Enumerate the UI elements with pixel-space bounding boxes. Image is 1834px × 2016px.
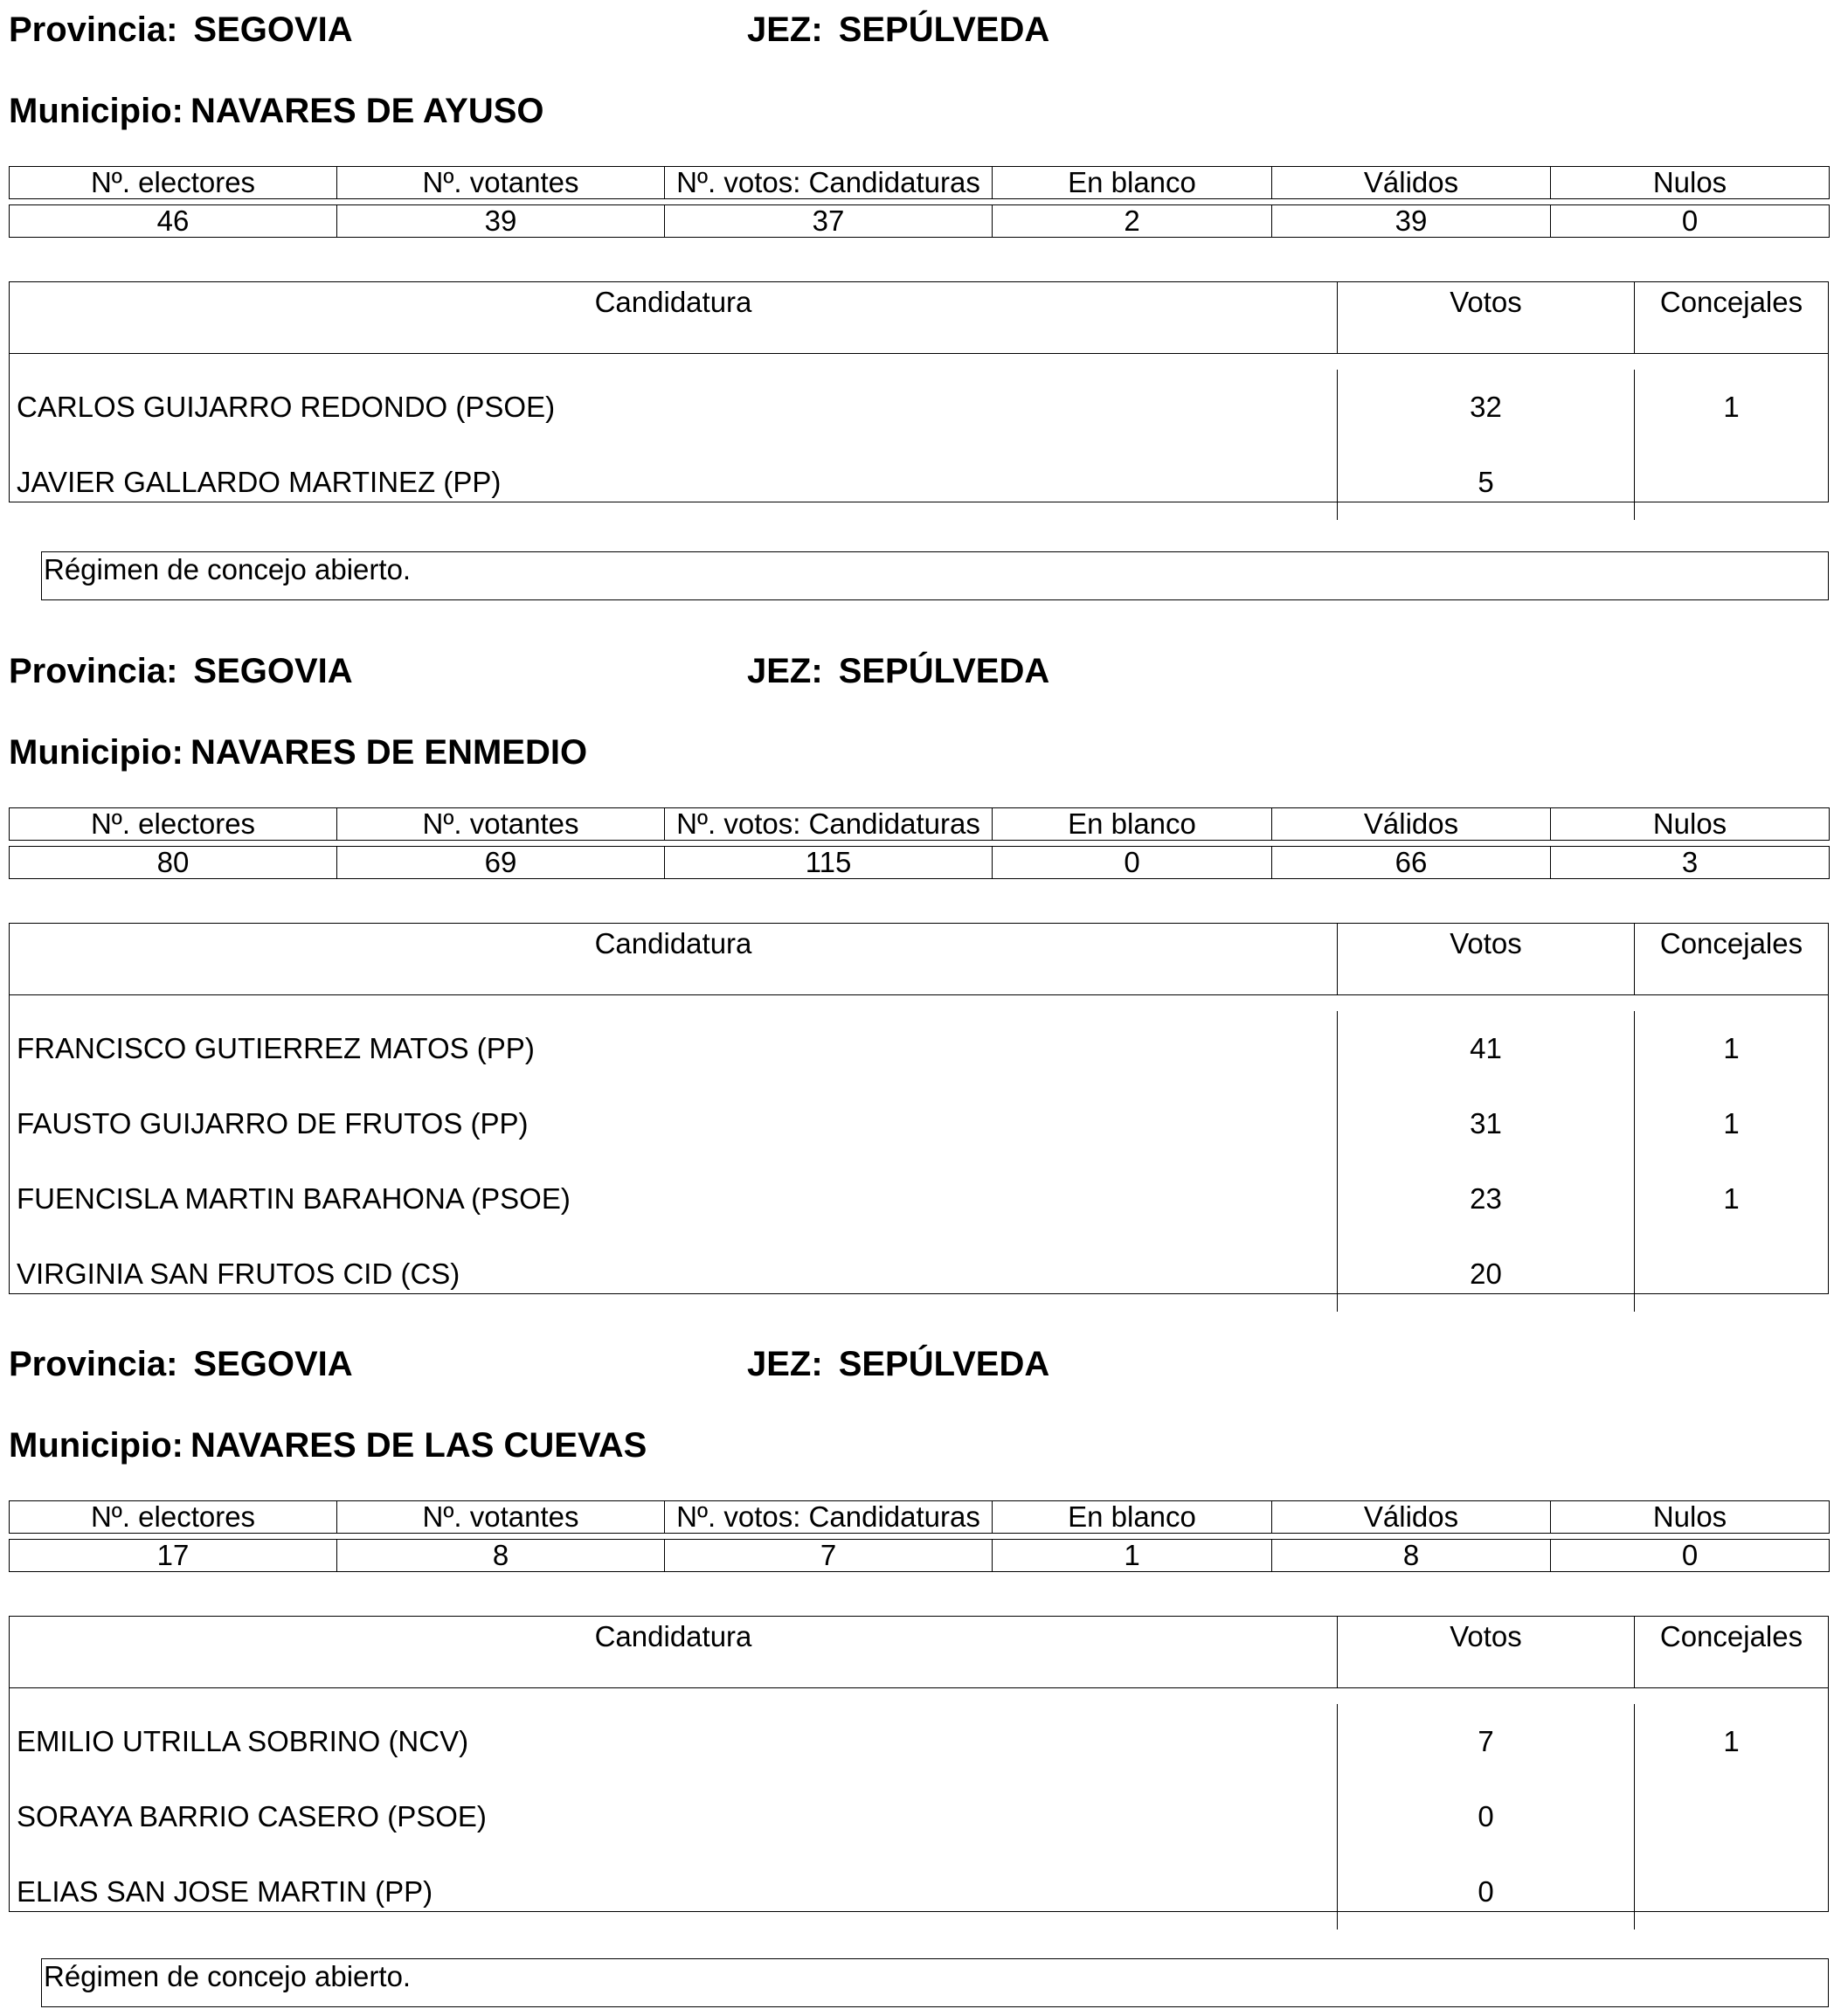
value-en-blanco: 1 [993, 1540, 1272, 1572]
municipio-value: NAVARES DE LAS CUEVAS [190, 1426, 647, 1465]
municipio-value: NAVARES DE AYUSO [190, 92, 544, 130]
candidate-name: CARLOS GUIJARRO REDONDO (PSOE) [10, 370, 1338, 445]
candidates-table [9, 281, 1829, 502]
header-candidatura: Candidatura [10, 282, 1338, 353]
candidate-row [10, 1704, 1828, 1779]
provincia-heading: Provincia: SEGOVIA [9, 1345, 353, 1383]
value-votos-candidaturas: 115 [665, 847, 993, 879]
municipio-heading: Municipio: NAVARES DE ENMEDIO [9, 733, 588, 772]
value-electores: 80 [10, 847, 337, 879]
value-en-blanco: 2 [993, 205, 1272, 238]
jez-heading: JEZ: SEPÚLVEDA [747, 1345, 1050, 1383]
header-concejales: Concejales [1659, 1620, 1803, 1652]
header-candidatura: Candidatura [10, 1617, 1338, 1687]
jez-value: SEPÚLVEDA [838, 1345, 1050, 1383]
summary-header-row [10, 167, 1830, 199]
jez-heading: JEZ: SEPÚLVEDA [747, 10, 1050, 49]
candidate-name: ELIAS SAN JOSE MARTIN (PP) [10, 1854, 1338, 1929]
header-votos: Votos [1338, 924, 1635, 994]
candidate-concejales: 1 [1723, 391, 1740, 423]
header-en-blanco: En blanco [993, 1501, 1272, 1534]
candidates-table [9, 1616, 1829, 1912]
note-box: Régimen de concejo abierto. [41, 1958, 1829, 2007]
value-votos-candidaturas: 7 [665, 1540, 993, 1572]
candidate-name: SORAYA BARRIO CASERO (PSOE) [10, 1779, 1338, 1854]
candidate-row [10, 445, 1828, 520]
header-en-blanco: En blanco [993, 167, 1272, 199]
header-electores: Nº. electores [10, 808, 337, 841]
candidate-votos: 7 [1338, 1704, 1635, 1779]
candidate-votos: 41 [1338, 1011, 1635, 1086]
header-votantes: Nº. votantes [337, 167, 665, 199]
candidate-votos: 23 [1338, 1161, 1635, 1237]
header-votos: Votos [1338, 282, 1635, 353]
candidate-votos: 0 [1338, 1779, 1635, 1854]
header-en-blanco: En blanco [993, 808, 1272, 841]
provincia-value: SEGOVIA [193, 652, 353, 690]
candidate-row [10, 1161, 1828, 1237]
candidate-concejales: 1 [1723, 1107, 1740, 1140]
jez-value: SEPÚLVEDA [838, 652, 1050, 690]
candidate-name: FUENCISLA MARTIN BARAHONA (PSOE) [10, 1161, 1338, 1237]
value-electores: 46 [10, 205, 337, 238]
candidate-row [10, 370, 1828, 445]
jez-value: SEPÚLVEDA [838, 10, 1050, 49]
candidate-votos: 31 [1338, 1086, 1635, 1161]
header-concejales: Concejales [1659, 286, 1803, 318]
candidate-row [10, 1086, 1828, 1161]
candidate-name: FRANCISCO GUTIERREZ MATOS (PP) [10, 1011, 1338, 1086]
value-nulos: 0 [1551, 1540, 1830, 1572]
jez-heading: JEZ: SEPÚLVEDA [747, 652, 1050, 690]
candidate-row [10, 1854, 1828, 1929]
header-votos-candidaturas: Nº. votos: Candidaturas [665, 167, 993, 199]
header-votantes: Nº. votantes [337, 808, 665, 841]
candidates-table [9, 923, 1829, 1294]
header-candidatura: Candidatura [10, 924, 1338, 994]
value-nulos: 0 [1551, 205, 1830, 238]
municipio-heading: Municipio: NAVARES DE AYUSO [9, 92, 544, 130]
header-votos-candidaturas: Nº. votos: Candidaturas [665, 1501, 993, 1534]
header-validos: Válidos [1272, 808, 1551, 841]
candidate-name: VIRGINIA SAN FRUTOS CID (CS) [10, 1237, 1338, 1312]
candidate-name: EMILIO UTRILLA SOBRINO (NCV) [10, 1704, 1338, 1779]
summary-header-row [10, 808, 1830, 841]
candidate-votos: 32 [1338, 370, 1635, 445]
value-validos: 39 [1272, 205, 1551, 238]
municipio-heading: Municipio: NAVARES DE LAS CUEVAS [9, 1426, 647, 1465]
candidate-concejales [1635, 1854, 1828, 1929]
header-nulos: Nulos [1551, 808, 1830, 841]
header-electores: Nº. electores [10, 1501, 337, 1534]
value-validos: 66 [1272, 847, 1551, 879]
candidate-row [10, 1779, 1828, 1854]
candidate-concejales [1635, 1779, 1828, 1854]
candidate-concejales [1635, 1237, 1828, 1312]
provincia-value: SEGOVIA [193, 10, 353, 49]
header-electores: Nº. electores [10, 167, 337, 199]
provincia-heading: Provincia: SEGOVIA [9, 652, 353, 690]
summary-header-row [10, 1501, 1830, 1534]
candidate-concejales: 1 [1723, 1725, 1740, 1757]
value-electores: 17 [10, 1540, 337, 1572]
value-votos-candidaturas: 37 [665, 205, 993, 238]
candidate-row [10, 1011, 1828, 1086]
provincia-value: SEGOVIA [193, 1345, 353, 1383]
header-validos: Válidos [1272, 1501, 1551, 1534]
header-votantes: Nº. votantes [337, 1501, 665, 1534]
candidate-votos: 20 [1338, 1237, 1635, 1312]
summary-table [9, 807, 1830, 879]
candidates-header-row [10, 282, 1828, 354]
candidate-row [10, 1237, 1828, 1312]
value-votantes: 69 [337, 847, 665, 879]
value-votantes: 39 [337, 205, 665, 238]
note-box: Régimen de concejo abierto. [41, 551, 1829, 600]
candidate-name: JAVIER GALLARDO MARTINEZ (PP) [10, 445, 1338, 520]
header-nulos: Nulos [1551, 167, 1830, 199]
value-nulos: 3 [1551, 847, 1830, 879]
candidate-concejales [1635, 445, 1828, 520]
summary-table [9, 166, 1830, 238]
municipio-value: NAVARES DE ENMEDIO [190, 733, 588, 772]
candidates-header-row [10, 1617, 1828, 1688]
summary-table [9, 1500, 1830, 1572]
summary-value-row [10, 205, 1830, 238]
candidates-header-row [10, 924, 1828, 995]
candidate-votos: 0 [1338, 1854, 1635, 1929]
header-votos-candidaturas: Nº. votos: Candidaturas [665, 808, 993, 841]
candidate-concejales: 1 [1723, 1182, 1740, 1215]
header-concejales: Concejales [1659, 927, 1803, 960]
candidate-concejales: 1 [1723, 1032, 1740, 1064]
summary-value-row [10, 1540, 1830, 1572]
value-en-blanco: 0 [993, 847, 1272, 879]
header-validos: Válidos [1272, 167, 1551, 199]
value-validos: 8 [1272, 1540, 1551, 1572]
header-votos: Votos [1338, 1617, 1635, 1687]
candidate-name: FAUSTO GUIJARRO DE FRUTOS (PP) [10, 1086, 1338, 1161]
summary-value-row [10, 847, 1830, 879]
value-votantes: 8 [337, 1540, 665, 1572]
header-nulos: Nulos [1551, 1501, 1830, 1534]
provincia-heading: Provincia: SEGOVIA [9, 10, 353, 49]
candidate-votos: 5 [1338, 445, 1635, 520]
